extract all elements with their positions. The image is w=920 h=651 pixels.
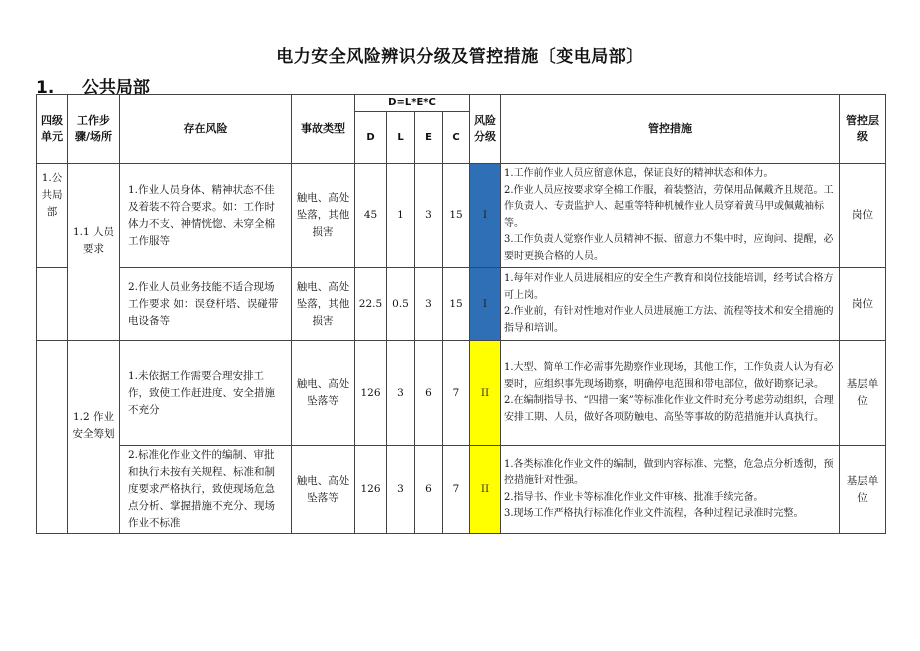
measures-cell bbox=[501, 341, 840, 446]
header-accident-type: 事故类型 bbox=[292, 95, 355, 164]
header-step: 工作步骤/场所 bbox=[68, 95, 120, 164]
accident-cell: 触电、高处坠落等 bbox=[292, 341, 355, 446]
risk-level-badge: II bbox=[470, 341, 501, 446]
l-value: 3 bbox=[387, 341, 415, 446]
risk-level-badge: I bbox=[470, 268, 501, 341]
document-title: 电力安全风险辨识分级及管控措施〔变电局部〕 bbox=[276, 47, 644, 67]
table-row bbox=[37, 446, 886, 534]
d-value: 22.5 bbox=[355, 268, 387, 341]
header-e: E bbox=[415, 112, 443, 164]
control-level-cell: 岗位 bbox=[840, 268, 886, 341]
accident-cell: 触电、高处坠落，其他损害 bbox=[292, 268, 355, 341]
risk-cell: 1.未依据工作需要合理安排工作，致使工作赶进度、安全措施不充分 bbox=[120, 341, 292, 446]
table-row bbox=[37, 341, 886, 446]
measure-item: 2.指导书、作业卡等标准化作业文件审核、批准手续完备。 bbox=[504, 491, 764, 503]
header-formula: D=L*E*C bbox=[355, 95, 470, 112]
measure-item: 3.现场工作严格执行标准化作业文件流程，各种过程记录准时完整。 bbox=[504, 508, 804, 519]
header-risk-level: 风险分级 bbox=[470, 95, 501, 164]
header-l: L bbox=[387, 112, 415, 164]
header-d: D bbox=[355, 112, 387, 164]
measure-item: 3.工作负责人觉察作业人员精神不振、留意力不集中时，应询问、提醒，必要时更换合格的人员。 bbox=[504, 234, 834, 262]
measure-item: 1.各类标准化作业文件的编制，做到内容标准、完整，危急点分析透彻，预控措施针对性强。 bbox=[504, 458, 834, 486]
e-value: 6 bbox=[415, 341, 443, 446]
e-value: 3 bbox=[415, 268, 443, 341]
l-value: 3 bbox=[387, 446, 415, 534]
d-value: 126 bbox=[355, 446, 387, 534]
e-value: 3 bbox=[415, 164, 443, 268]
control-level-cell: 基层单位 bbox=[840, 341, 886, 446]
d-value: 126 bbox=[355, 341, 387, 446]
risk-cell: 2.标准化作业文件的编制、审批和执行未按有关规程、标准和制度要求严格执行，致使现场危急点分析、掌握措施不充分、现场作业不标准 bbox=[120, 446, 292, 534]
control-level-cell: 岗位 bbox=[840, 164, 886, 268]
measures-cell bbox=[501, 446, 840, 534]
table-row bbox=[37, 268, 886, 341]
table-row bbox=[37, 164, 886, 268]
measures-cell bbox=[501, 164, 840, 268]
step-cell: 1.2 作业安全筹划 bbox=[68, 341, 120, 534]
risk-cell: 2.作业人员业务技能不适合现场工作要求 如：误登杆塔、误碰带电设备等 bbox=[120, 268, 292, 341]
c-value: 7 bbox=[443, 341, 470, 446]
measure-item: 1.工作前作业人员应留意休息，保证良好的精神状态和体力。 bbox=[504, 168, 774, 179]
c-value: 15 bbox=[443, 268, 470, 341]
e-value: 6 bbox=[415, 446, 443, 534]
header-risk: 存在风险 bbox=[120, 95, 292, 164]
measure-item: 1.大型、简单工作必需事先勘察作业现场，其他工作，工作负责人认为有必要时，应组织事先现场勘察，明确停电范围和带电部位，做好勘察记录。 bbox=[504, 362, 834, 390]
accident-cell: 触电、高处坠落，其他损害 bbox=[292, 164, 355, 268]
measure-item: 1.每年对作业人员进展相应的安全生产教育和岗位技能培训，经考试合格方可上岗。 bbox=[504, 273, 834, 301]
measures-cell bbox=[501, 268, 840, 341]
step-cell: 1.1 人员要求 bbox=[68, 164, 120, 341]
l-value: 0.5 bbox=[387, 268, 415, 341]
measure-item: 2.在编制指导书、“四措一案”等标准化作业文件时充分考虑劳动组织，合理安排工期、人员，做好各项防触电、高坠等事故的防范措施并认真执行。 bbox=[504, 395, 834, 423]
c-value: 15 bbox=[443, 164, 470, 268]
l-value: 1 bbox=[387, 164, 415, 268]
risk-cell: 1.作业人员身体、精神状态不佳及着装不符合要求。如：工作时体力不支、神情恍惚、未穿全棉工作服等 bbox=[120, 164, 292, 268]
header-measures: 管控措施 bbox=[501, 95, 840, 164]
unit-cell-empty bbox=[37, 268, 68, 341]
c-value: 7 bbox=[443, 446, 470, 534]
header-unit: 四级单元 bbox=[37, 95, 68, 164]
section-name: 公共局部 bbox=[81, 78, 150, 98]
unit-cell: 1.公共局部 bbox=[37, 164, 68, 268]
risk-table bbox=[36, 94, 886, 534]
header-c: C bbox=[443, 112, 470, 164]
unit-cell-empty bbox=[37, 341, 68, 534]
d-value: 45 bbox=[355, 164, 387, 268]
risk-level-badge: II bbox=[470, 446, 501, 534]
header-control-level: 管控层级 bbox=[840, 95, 886, 164]
measure-item: 2.作业前，有针对性地对作业人员进展施工方法、流程等技术和安全措施的指导和培训。 bbox=[504, 306, 834, 334]
measure-item: 2.作业人员应按要求穿全棉工作服，着装整洁，劳保用品佩戴齐且规范。工作负责人、专责监护人、起重等特种机械作业人员穿着黄马甲或佩戴袖标等。 bbox=[504, 184, 834, 229]
control-level-cell: 基层单位 bbox=[840, 446, 886, 534]
risk-level-badge: I bbox=[470, 164, 501, 268]
accident-cell: 触电、高处坠落等 bbox=[292, 446, 355, 534]
section-number: 1. bbox=[36, 78, 55, 98]
